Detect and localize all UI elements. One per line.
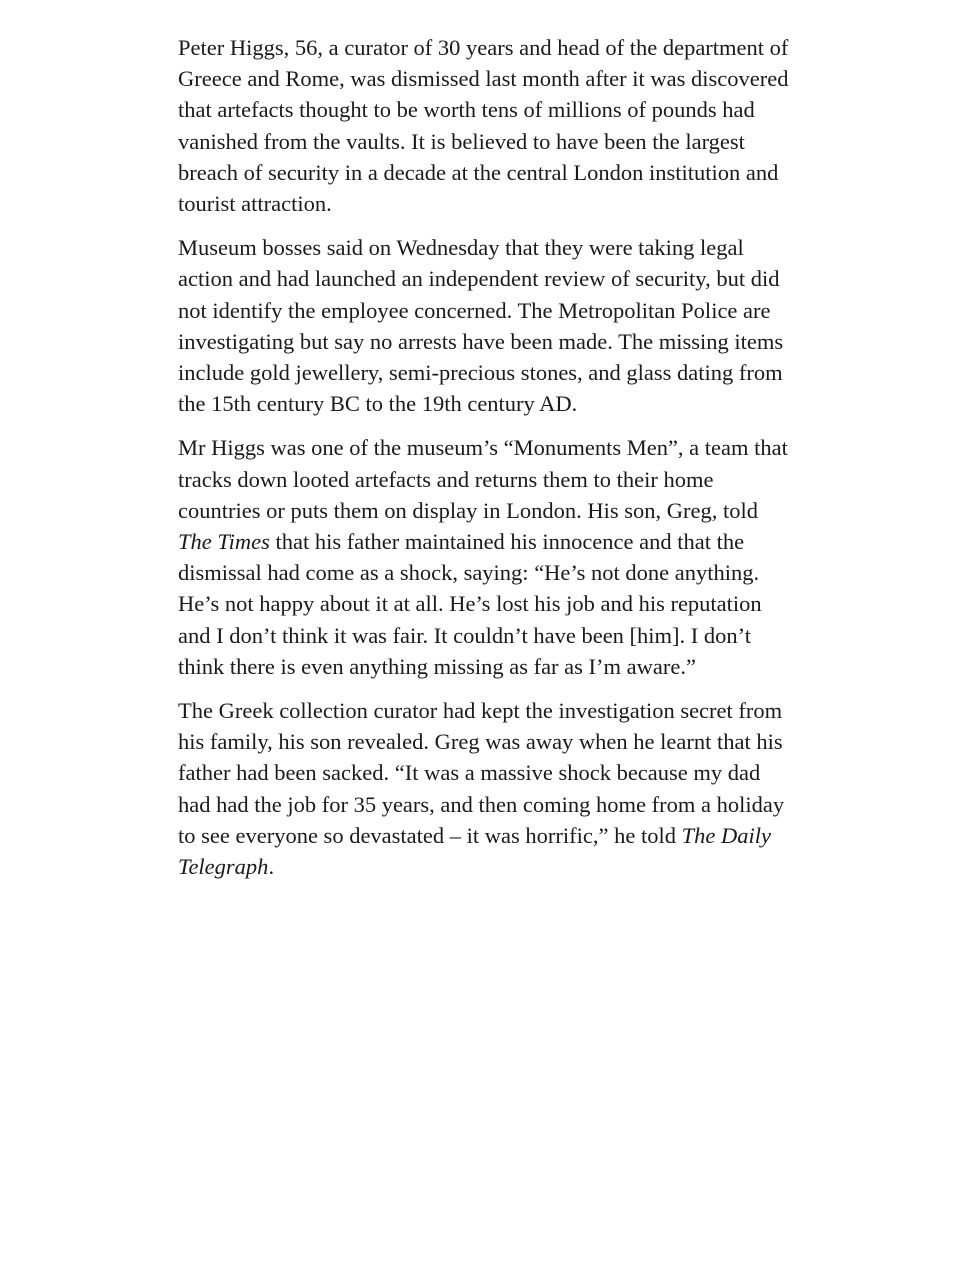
paragraph-text: that his father maintained his innocence and that the dismissal had come as a shock, saying: “He’s not done anything. He’s not happy about it at all. He’s lost his job and his reputation and I don’t think it was fair. It couldn’t have been [him]. I don’t think there is even anything missing as far as I’m aware.” (178, 529, 762, 679)
paragraph-text: Peter Higgs, 56, a curator of 30 years and head of the department of Greece and Rome, was dismissed last month after it was discovered that artefacts thought to be worth tens of millions of pounds had vanished from the vaults. It is believed to have been the largest breach of security in a decade at the central London institution and tourist attraction. (178, 35, 789, 217)
article-paragraph (178, 432, 790, 682)
article-paragraph (178, 232, 790, 419)
article-paragraph (178, 32, 790, 219)
paragraph-text: Museum bosses said on Wednesday that they were taking legal action and had launched an independent review of security, but did not identify the employee concerned. The Metropolitan Police are investigating but say no arrests have been made. The missing items include gold jewellery, semi-precious stones, and glass dating from the 15th century BC to the 19th century AD. (178, 235, 784, 417)
paragraph-text: . (268, 854, 275, 880)
publication-name: The Daily Telegraph (178, 822, 771, 880)
paragraph-text: The Greek collection curator had kept the investigation secret from his family, his son revealed. Greg was away when he learnt that his father had been sacked. “It was a massive shock because my dad had had the job for 35 years, and then coming home from a holiday to see everyone so devastated – it was horrific,” he told (178, 698, 785, 848)
article-paragraph (178, 695, 790, 882)
paragraph-text: Mr Higgs was one of the museum’s “Monuments Men”, a team that tracks down looted artefacts and returns them to their home countries or puts them on display in London. His son, Greg, told (178, 435, 788, 523)
publication-name: The Times (178, 529, 270, 555)
article-body (178, 32, 790, 895)
